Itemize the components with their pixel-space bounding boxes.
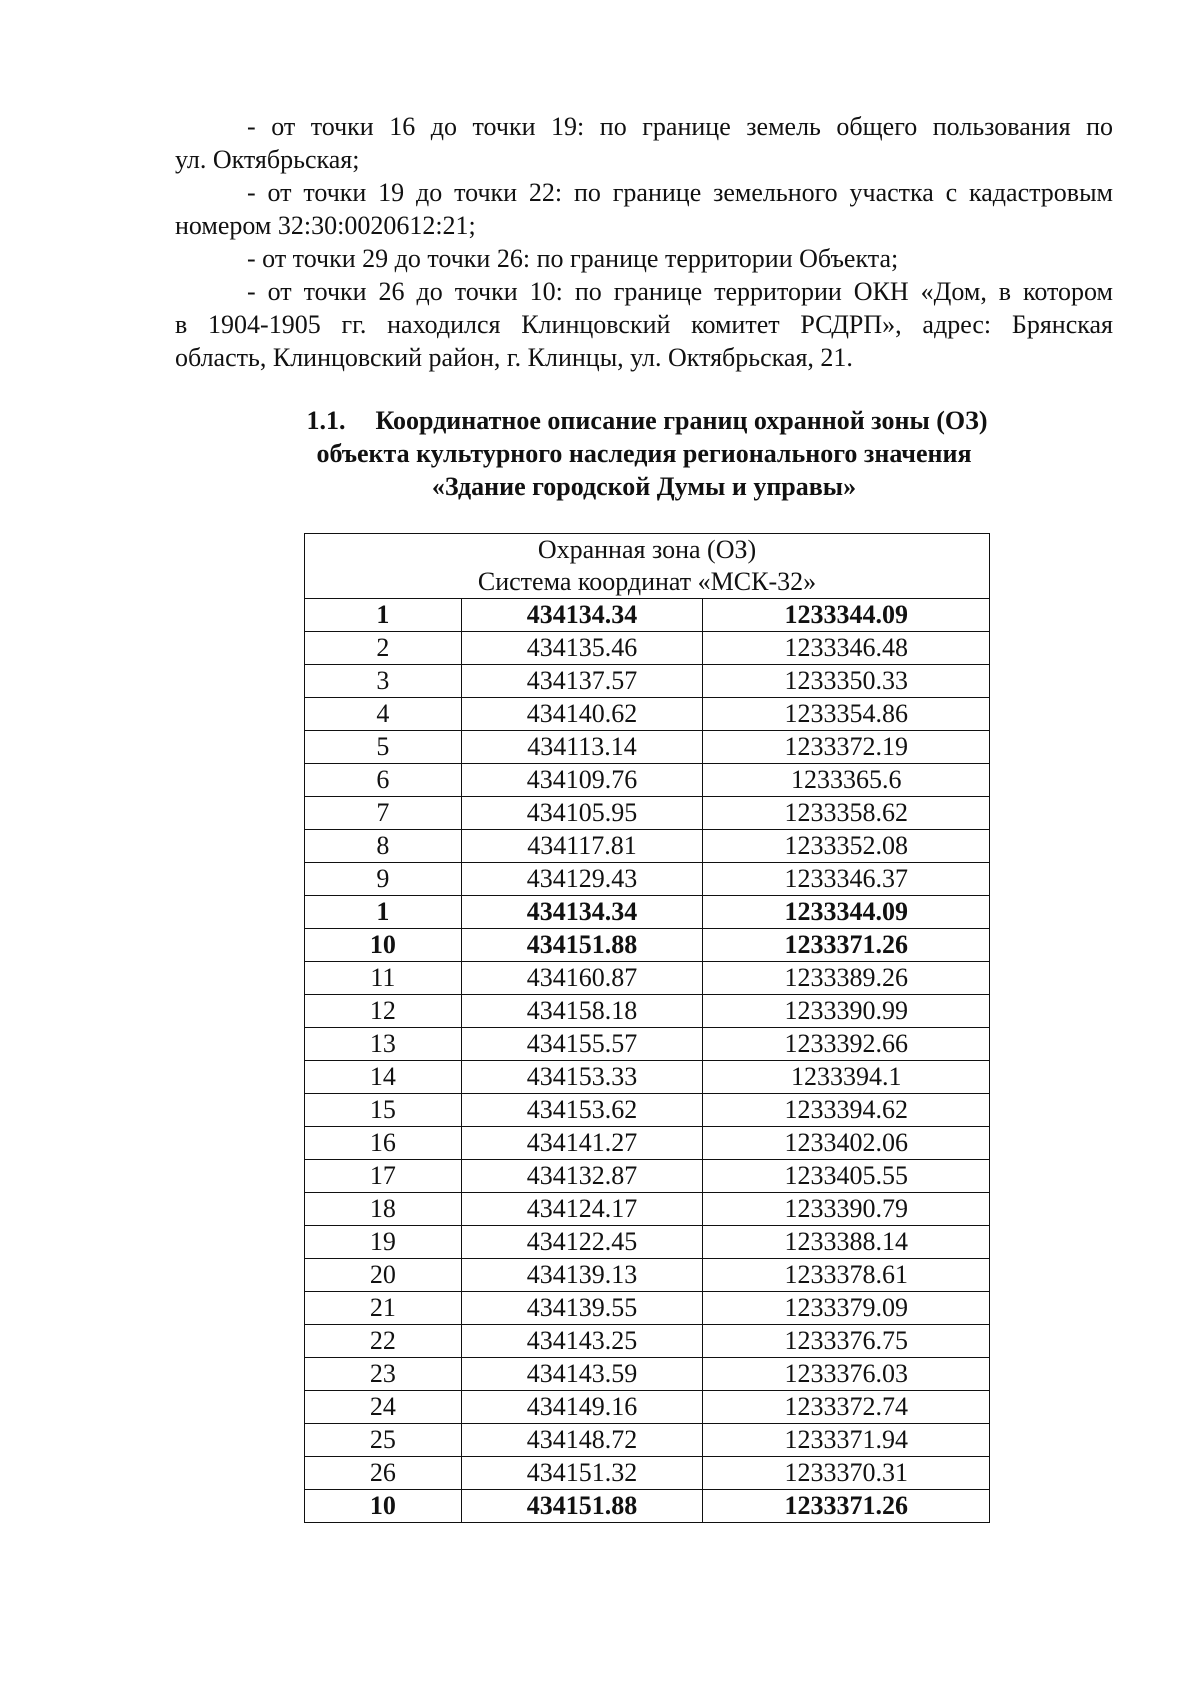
point-cell: 19 (305, 1226, 462, 1259)
point-cell: 20 (305, 1259, 462, 1292)
table-row (305, 929, 990, 962)
point-cell: 22 (305, 1325, 462, 1358)
x-coordinate-cell: 434113.14 (461, 731, 703, 764)
x-coordinate-cell: 434141.27 (461, 1127, 703, 1160)
table-row (305, 698, 990, 731)
x-coordinate-cell: 434117.81 (461, 830, 703, 863)
y-coordinate-cell: 1233405.55 (703, 1160, 990, 1193)
point-cell: 8 (305, 830, 462, 863)
x-coordinate-cell: 434155.57 (461, 1028, 703, 1061)
table-row (305, 632, 990, 665)
point-cell: 18 (305, 1193, 462, 1226)
table-row (305, 1028, 990, 1061)
point-cell: 9 (305, 863, 462, 896)
heading-line: «Здание городской Думы и управы» (431, 472, 857, 501)
point-cell: 2 (305, 632, 462, 665)
table-row (305, 797, 990, 830)
table-row (305, 896, 990, 929)
y-coordinate-cell: 1233379.09 (703, 1292, 990, 1325)
x-coordinate-cell: 434151.32 (461, 1457, 703, 1490)
point-cell: 4 (305, 698, 462, 731)
table-row (305, 1490, 990, 1523)
point-cell: 10 (305, 1490, 462, 1523)
table-caption-line: Охранная зона (ОЗ) (537, 535, 757, 564)
table-caption-line: Система координат «МСК-32» (477, 567, 817, 596)
y-coordinate-cell: 1233354.86 (703, 698, 990, 731)
paragraph-line: - от точки 29 до точки 26: по границе территории Объекта; (247, 244, 899, 273)
x-coordinate-cell: 434153.62 (461, 1094, 703, 1127)
table-row (305, 1391, 990, 1424)
table-row (305, 731, 990, 764)
point-cell: 17 (305, 1160, 462, 1193)
x-coordinate-cell: 434132.87 (461, 1160, 703, 1193)
x-coordinate-cell: 434109.76 (461, 764, 703, 797)
heading-line: объекта культурного наследия регионального значения (316, 439, 972, 468)
x-coordinate-cell: 434140.62 (461, 698, 703, 731)
table-row (305, 1226, 990, 1259)
point-cell: 14 (305, 1061, 462, 1094)
y-coordinate-cell: 1233392.66 (703, 1028, 990, 1061)
y-coordinate-cell: 1233394.62 (703, 1094, 990, 1127)
paragraph-line: ул. Октябрьская; (175, 145, 360, 174)
point-cell: 1 (305, 599, 462, 632)
table-row (305, 665, 990, 698)
paragraph-line: - от точки 26 до точки 10: по границе территории ОКН «Дом, в котором (247, 277, 1113, 306)
paragraph-line: номером 32:30:0020612:21; (175, 211, 476, 240)
paragraph-points-16-19 (175, 110, 1113, 176)
paragraph-line: область, Клинцовский район, г. Клинцы, ул. Октябрьская, 21. (175, 343, 853, 372)
x-coordinate-cell: 434149.16 (461, 1391, 703, 1424)
y-coordinate-cell: 1233371.26 (703, 1490, 990, 1523)
point-cell: 12 (305, 995, 462, 1028)
y-coordinate-cell: 1233344.09 (703, 896, 990, 929)
y-coordinate-cell: 1233350.33 (703, 665, 990, 698)
y-coordinate-cell: 1233372.19 (703, 731, 990, 764)
table-row (305, 863, 990, 896)
paragraph-line: в 1904-1905 гг. находился Клинцовский комитет РСДРП», адрес: Брянская (175, 310, 1113, 339)
y-coordinate-cell: 1233376.03 (703, 1358, 990, 1391)
table-row (305, 1358, 990, 1391)
point-cell: 15 (305, 1094, 462, 1127)
point-cell: 5 (305, 731, 462, 764)
table-row (305, 1160, 990, 1193)
table-row (305, 1325, 990, 1358)
section-heading (175, 404, 1113, 503)
y-coordinate-cell: 1233376.75 (703, 1325, 990, 1358)
y-coordinate-cell: 1233371.26 (703, 929, 990, 962)
point-cell: 26 (305, 1457, 462, 1490)
y-coordinate-cell: 1233371.94 (703, 1424, 990, 1457)
x-coordinate-cell: 434139.13 (461, 1259, 703, 1292)
heading-line: Координатное описание границ охранной зоны (ОЗ) (375, 406, 988, 435)
paragraph-points-26-10 (175, 275, 1113, 374)
table-row (305, 1424, 990, 1457)
y-coordinate-cell: 1233402.06 (703, 1127, 990, 1160)
point-cell: 10 (305, 929, 462, 962)
paragraph-points-29-26 (175, 242, 1113, 275)
point-cell: 25 (305, 1424, 462, 1457)
point-cell: 24 (305, 1391, 462, 1424)
y-coordinate-cell: 1233370.31 (703, 1457, 990, 1490)
paragraph-points-19-22 (175, 176, 1113, 242)
x-coordinate-cell: 434153.33 (461, 1061, 703, 1094)
y-coordinate-cell: 1233365.6 (703, 764, 990, 797)
table-caption (305, 534, 990, 599)
x-coordinate-cell: 434151.88 (461, 1490, 703, 1523)
y-coordinate-cell: 1233358.62 (703, 797, 990, 830)
x-coordinate-cell: 434160.87 (461, 962, 703, 995)
point-cell: 6 (305, 764, 462, 797)
x-coordinate-cell: 434158.18 (461, 995, 703, 1028)
paragraph-line: - от точки 16 до точки 19: по границе земель общего пользования по (247, 112, 1113, 141)
point-cell: 3 (305, 665, 462, 698)
x-coordinate-cell: 434124.17 (461, 1193, 703, 1226)
point-cell: 7 (305, 797, 462, 830)
table-row (305, 1259, 990, 1292)
x-coordinate-cell: 434122.45 (461, 1226, 703, 1259)
x-coordinate-cell: 434139.55 (461, 1292, 703, 1325)
y-coordinate-cell: 1233389.26 (703, 962, 990, 995)
table-row (305, 1193, 990, 1226)
table-row (305, 1094, 990, 1127)
table-row (305, 962, 990, 995)
y-coordinate-cell: 1233346.37 (703, 863, 990, 896)
x-coordinate-cell: 434135.46 (461, 632, 703, 665)
y-coordinate-cell: 1233394.1 (703, 1061, 990, 1094)
y-coordinate-cell: 1233352.08 (703, 830, 990, 863)
point-cell: 21 (305, 1292, 462, 1325)
y-coordinate-cell: 1233372.74 (703, 1391, 990, 1424)
y-coordinate-cell: 1233346.48 (703, 632, 990, 665)
x-coordinate-cell: 434134.34 (461, 599, 703, 632)
x-coordinate-cell: 434148.72 (461, 1424, 703, 1457)
x-coordinate-cell: 434151.88 (461, 929, 703, 962)
y-coordinate-cell: 1233388.14 (703, 1226, 990, 1259)
table-row (305, 830, 990, 863)
x-coordinate-cell: 434129.43 (461, 863, 703, 896)
table-row (305, 1457, 990, 1490)
point-cell: 23 (305, 1358, 462, 1391)
table-row (305, 764, 990, 797)
y-coordinate-cell: 1233390.99 (703, 995, 990, 1028)
table-row (305, 599, 990, 632)
point-cell: 13 (305, 1028, 462, 1061)
table-row (305, 995, 990, 1028)
point-cell: 11 (305, 962, 462, 995)
point-cell: 16 (305, 1127, 462, 1160)
y-coordinate-cell: 1233344.09 (703, 599, 990, 632)
x-coordinate-cell: 434143.59 (461, 1358, 703, 1391)
y-coordinate-cell: 1233378.61 (703, 1259, 990, 1292)
x-coordinate-cell: 434134.34 (461, 896, 703, 929)
y-coordinate-cell: 1233390.79 (703, 1193, 990, 1226)
x-coordinate-cell: 434143.25 (461, 1325, 703, 1358)
x-coordinate-cell: 434137.57 (461, 665, 703, 698)
table-row (305, 1292, 990, 1325)
table-body (305, 599, 990, 1523)
section-number: 1.1. (306, 406, 346, 435)
table-row (305, 1127, 990, 1160)
point-cell: 1 (305, 896, 462, 929)
paragraph-line: - от точки 19 до точки 22: по границе земельного участка с кадастровым (247, 178, 1113, 207)
coordinates-table (304, 533, 990, 1523)
table-row (305, 1061, 990, 1094)
x-coordinate-cell: 434105.95 (461, 797, 703, 830)
